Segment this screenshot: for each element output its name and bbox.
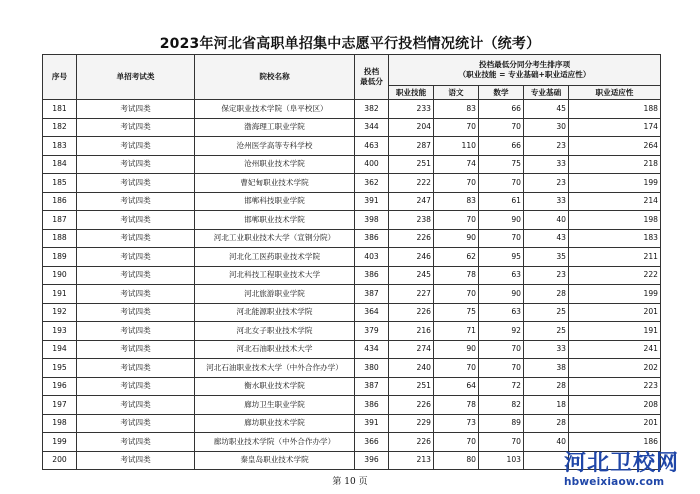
cell-vocational-skill: 245 [389,266,434,285]
table-row [43,155,661,174]
cell-college: 衡水职业技术学院 [195,377,355,396]
cell-seq: 190 [43,266,77,285]
cell-exam-type: 考试四类 [77,414,195,433]
cell-major-basics: 38 [524,359,569,378]
header-tiebreak-group [389,55,661,86]
cell-major-basics: 23 [524,137,569,156]
cell-math: 89 [479,414,524,433]
cell-min-score: 434 [355,340,389,359]
cell-exam-type: 考试四类 [77,377,195,396]
cell-vocational-aptitude: 199 [569,174,661,193]
cell-college: 河北工业职业技术大学（宣钢分院） [195,229,355,248]
table-row [43,100,661,119]
cell-vocational-skill: 226 [389,229,434,248]
cell-min-score: 386 [355,396,389,415]
cell-major-basics: 35 [524,248,569,267]
cell-math: 63 [479,266,524,285]
cell-major-basics: 43 [524,229,569,248]
header-vocational-aptitude: 职业适应性 [569,86,661,100]
cell-min-score: 362 [355,174,389,193]
cell-chinese: 83 [434,100,479,119]
cell-vocational-aptitude: 241 [569,340,661,359]
table-row [43,192,661,211]
cell-vocational-skill: 238 [389,211,434,230]
cell-min-score: 387 [355,285,389,304]
cell-math: 66 [479,100,524,119]
cell-college: 河北石油职业技术大学（中外合作办学） [195,359,355,378]
cell-vocational-aptitude: 188 [569,100,661,119]
cell-vocational-aptitude: 222 [569,266,661,285]
cell-college: 渤海理工职业学院 [195,118,355,137]
table-row [43,229,661,248]
cell-math: 63 [479,303,524,322]
cell-exam-type: 考试四类 [77,174,195,193]
table-row [43,359,661,378]
cell-math: 72 [479,377,524,396]
cell-exam-type: 考试四类 [77,137,195,156]
cell-vocational-skill: 251 [389,155,434,174]
cell-math: 70 [479,118,524,137]
cell-exam-type: 考试四类 [77,359,195,378]
cell-seq: 184 [43,155,77,174]
cell-seq: 200 [43,451,77,470]
cell-chinese: 90 [434,229,479,248]
table-row [43,285,661,304]
cell-vocational-aptitude: 199 [569,285,661,304]
cell-math: 103 [479,451,524,470]
table-row [43,174,661,193]
cell-exam-type: 考试四类 [77,155,195,174]
cell-vocational-aptitude: 218 [569,155,661,174]
cell-math: 70 [479,229,524,248]
cell-seq: 187 [43,211,77,230]
logo-url: hbweixiaow.com [564,476,665,488]
cell-vocational-aptitude: 201 [569,414,661,433]
cell-major-basics: 33 [524,155,569,174]
cell-seq: 195 [43,359,77,378]
cell-exam-type: 考试四类 [77,100,195,119]
cell-college: 曹妃甸职业技术学院 [195,174,355,193]
header-vocational-skill: 职业技能 [389,86,434,100]
cell-major-basics: 23 [524,266,569,285]
header-min-score-line2: 最低分 [360,77,383,86]
cell-seq: 186 [43,192,77,211]
cell-chinese: 70 [434,285,479,304]
cell-chinese: 83 [434,192,479,211]
cell-math: 82 [479,396,524,415]
cell-vocational-skill: 246 [389,248,434,267]
cell-vocational-skill: 227 [389,285,434,304]
cell-college: 河北石油职业技术大学 [195,340,355,359]
cell-college: 河北女子职业技术学院 [195,322,355,341]
cell-vocational-aptitude: 208 [569,396,661,415]
cell-vocational-aptitude: 264 [569,137,661,156]
cell-min-score: 386 [355,266,389,285]
cell-vocational-aptitude: 183 [569,229,661,248]
table-row [43,414,661,433]
cell-college: 河北能源职业技术学院 [195,303,355,322]
cell-seq: 194 [43,340,77,359]
cell-seq: 192 [43,303,77,322]
header-min-score-line1: 投档 [363,67,380,77]
cell-vocational-aptitude: 198 [569,211,661,230]
cell-seq: 196 [43,377,77,396]
cell-exam-type: 考试四类 [77,211,195,230]
cell-min-score: 400 [355,155,389,174]
cell-math: 66 [479,137,524,156]
admission-table [42,54,661,470]
cell-major-basics: 18 [524,396,569,415]
cell-math: 92 [479,322,524,341]
cell-major-basics: 40 [524,433,569,452]
cell-exam-type: 考试四类 [77,118,195,137]
cell-exam-type: 考试四类 [77,266,195,285]
cell-college: 沧州医学高等专科学校 [195,137,355,156]
cell-major-basics: 33 [524,192,569,211]
cell-seq: 191 [43,285,77,304]
cell-min-score: 386 [355,229,389,248]
cell-vocational-skill: 204 [389,118,434,137]
table-row [43,211,661,230]
header-chinese: 语文 [434,86,479,100]
cell-math: 70 [479,340,524,359]
cell-chinese: 74 [434,155,479,174]
cell-vocational-aptitude: 201 [569,303,661,322]
table-row [43,340,661,359]
cell-chinese: 90 [434,340,479,359]
cell-seq: 189 [43,248,77,267]
cell-seq: 198 [43,414,77,433]
cell-seq: 182 [43,118,77,137]
site-logo[interactable] [560,446,700,494]
cell-seq: 199 [43,433,77,452]
cell-min-score: 382 [355,100,389,119]
cell-min-score: 366 [355,433,389,452]
header-min-score [355,55,389,100]
cell-seq: 193 [43,322,77,341]
cell-major-basics: 40 [524,211,569,230]
cell-exam-type: 考试四类 [77,303,195,322]
cell-math: 70 [479,359,524,378]
cell-college: 保定职业技术学院（阜平校区） [195,100,355,119]
cell-math: 70 [479,433,524,452]
cell-math: 90 [479,211,524,230]
cell-college: 邯郸科技职业学院 [195,192,355,211]
cell-vocational-skill: 226 [389,433,434,452]
table-row [43,137,661,156]
cell-math: 70 [479,174,524,193]
cell-chinese: 62 [434,248,479,267]
cell-major-basics: 28 [524,285,569,304]
cell-college: 廊坊职业技术学院（中外合作办学） [195,433,355,452]
cell-chinese: 71 [434,322,479,341]
table-row [43,303,661,322]
cell-vocational-aptitude: 202 [569,359,661,378]
cell-vocational-aptitude: 174 [569,118,661,137]
cell-vocational-skill: 247 [389,192,434,211]
cell-college: 沧州职业技术学院 [195,155,355,174]
cell-math: 75 [479,155,524,174]
cell-vocational-skill: 216 [389,322,434,341]
cell-seq: 181 [43,100,77,119]
cell-chinese: 70 [434,433,479,452]
cell-vocational-skill: 251 [389,377,434,396]
cell-exam-type: 考试四类 [77,340,195,359]
table-row [43,266,661,285]
cell-vocational-aptitude: 211 [569,248,661,267]
cell-vocational-skill: 222 [389,174,434,193]
header-college: 院校名称 [195,55,355,100]
cell-major-basics: 45 [524,100,569,119]
cell-major-basics: 25 [524,322,569,341]
table-row [43,118,661,137]
cell-major-basics: 28 [524,414,569,433]
cell-vocational-skill: 226 [389,396,434,415]
cell-college: 河北科技工程职业技术大学 [195,266,355,285]
cell-seq: 188 [43,229,77,248]
cell-exam-type: 考试四类 [77,248,195,267]
cell-major-basics: 28 [524,377,569,396]
cell-vocational-skill: 226 [389,303,434,322]
cell-vocational-skill: 213 [389,451,434,470]
cell-exam-type: 考试四类 [77,451,195,470]
header-tiebreak-line2: （职业技能 = 专业基础+职业适应性） [458,70,591,79]
cell-chinese: 75 [434,303,479,322]
page-title: 2023年河北省高职单招集中志愿平行投档情况统计（统考） [159,36,541,52]
cell-min-score: 379 [355,322,389,341]
cell-vocational-skill: 229 [389,414,434,433]
header-exam-type: 单招考试类 [77,55,195,100]
cell-major-basics: 25 [524,303,569,322]
cell-chinese: 70 [434,211,479,230]
header-major-basics: 专业基础 [524,86,569,100]
table-row [43,396,661,415]
cell-exam-type: 考试四类 [77,229,195,248]
cell-college: 河北化工医药职业技术学院 [195,248,355,267]
cell-major-basics: 33 [524,340,569,359]
cell-vocational-aptitude: 223 [569,377,661,396]
cell-major-basics: 23 [524,174,569,193]
cell-vocational-skill: 233 [389,100,434,119]
cell-seq: 183 [43,137,77,156]
table-row [43,248,661,267]
cell-seq: 185 [43,174,77,193]
cell-min-score: 391 [355,192,389,211]
cell-min-score: 391 [355,414,389,433]
page-number: 第 10 页 [332,477,368,487]
cell-vocational-skill: 274 [389,340,434,359]
cell-chinese: 78 [434,266,479,285]
cell-chinese: 70 [434,174,479,193]
cell-math: 90 [479,285,524,304]
cell-college: 秦皇岛职业技术学院 [195,451,355,470]
cell-min-score: 387 [355,377,389,396]
cell-exam-type: 考试四类 [77,433,195,452]
cell-college: 河北旅游职业学院 [195,285,355,304]
table-row [43,322,661,341]
cell-exam-type: 考试四类 [77,192,195,211]
cell-min-score: 344 [355,118,389,137]
cell-math: 61 [479,192,524,211]
cell-chinese: 70 [434,118,479,137]
cell-vocational-aptitude: 191 [569,322,661,341]
cell-seq: 197 [43,396,77,415]
cell-chinese: 78 [434,396,479,415]
cell-vocational-skill: 287 [389,137,434,156]
table-row [43,377,661,396]
cell-college: 邯郸职业技术学院 [195,211,355,230]
header-math: 数学 [479,86,524,100]
cell-exam-type: 考试四类 [77,322,195,341]
cell-vocational-skill: 240 [389,359,434,378]
logo-text: 河北卫校网 [564,451,680,476]
header-tiebreak-line1: 投档最低分同分考生排序项 [478,60,571,70]
header-seq: 序号 [43,55,77,100]
cell-college: 廊坊职业技术学院 [195,414,355,433]
cell-min-score: 364 [355,303,389,322]
cell-major-basics: 30 [524,118,569,137]
cell-chinese: 80 [434,451,479,470]
cell-chinese: 64 [434,377,479,396]
cell-exam-type: 考试四类 [77,396,195,415]
cell-college: 廊坊卫生职业学院 [195,396,355,415]
cell-min-score: 463 [355,137,389,156]
cell-math: 95 [479,248,524,267]
cell-min-score: 398 [355,211,389,230]
cell-exam-type: 考试四类 [77,285,195,304]
cell-min-score: 396 [355,451,389,470]
cell-min-score: 403 [355,248,389,267]
cell-vocational-aptitude: 214 [569,192,661,211]
cell-vocational-aptitude: 186 [569,433,661,452]
cell-chinese: 70 [434,359,479,378]
cell-chinese: 73 [434,414,479,433]
cell-min-score: 380 [355,359,389,378]
cell-chinese: 110 [434,137,479,156]
